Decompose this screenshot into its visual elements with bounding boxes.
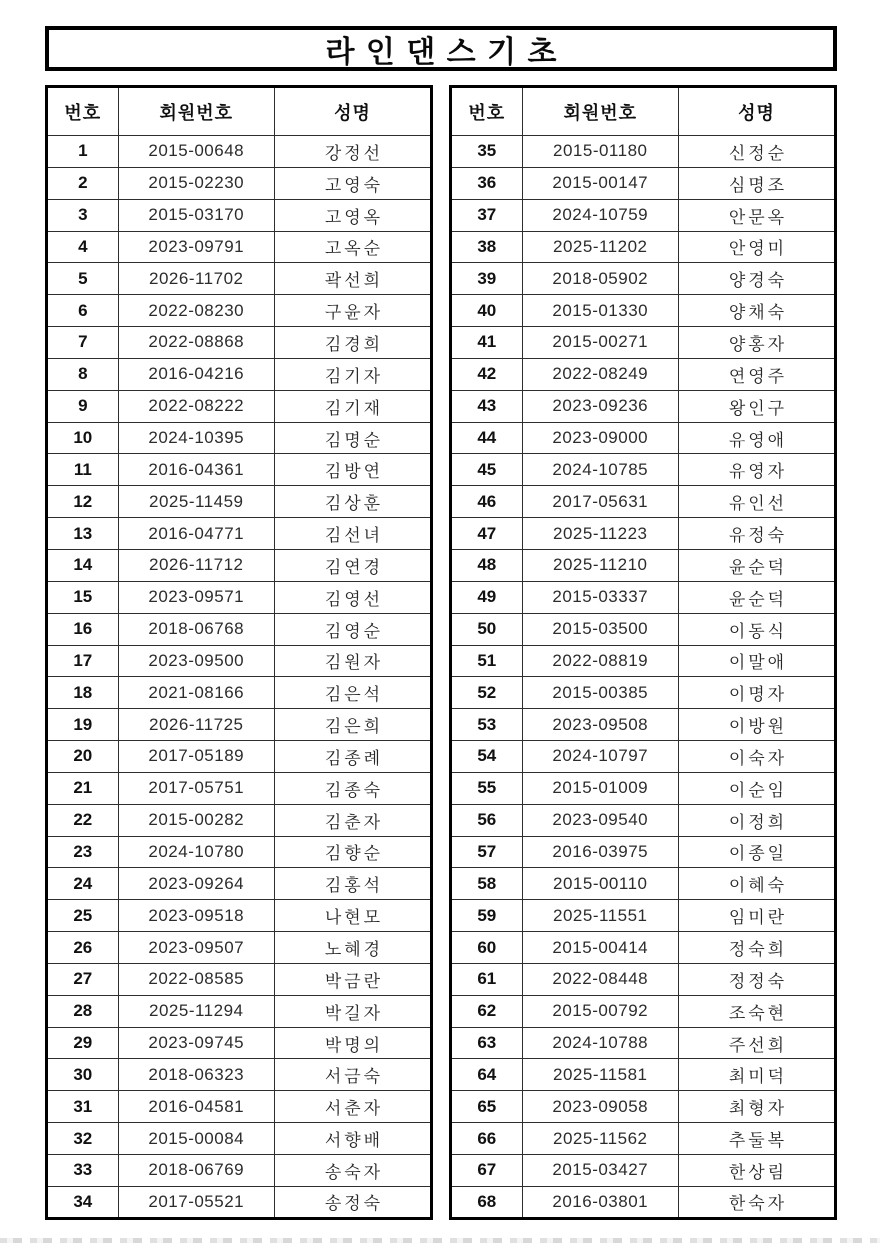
row-number-cell: 66 — [451, 1123, 523, 1155]
table-row — [47, 581, 432, 613]
member-id-cell: 2023-09518 — [118, 900, 274, 932]
member-id-cell: 2025-11202 — [522, 231, 678, 263]
member-id-cell: 2015-01330 — [522, 295, 678, 327]
member-id-cell: 2022-08819 — [522, 645, 678, 677]
name-cell: 이명자 — [678, 677, 835, 709]
name-cell: 이숙자 — [678, 741, 835, 773]
table-row — [47, 900, 432, 932]
row-number-cell: 29 — [47, 1027, 119, 1059]
table-row — [451, 167, 836, 199]
row-number-cell: 5 — [47, 263, 119, 295]
member-id-cell: 2015-00792 — [522, 995, 678, 1027]
member-id-cell: 2016-04581 — [118, 1091, 274, 1123]
table-row — [451, 295, 836, 327]
member-id-cell: 2023-09236 — [522, 390, 678, 422]
table-row — [47, 741, 432, 773]
row-number-cell: 22 — [47, 804, 119, 836]
row-number-cell: 38 — [451, 231, 523, 263]
row-number-cell: 24 — [47, 868, 119, 900]
member-id-cell: 2015-02230 — [118, 167, 274, 199]
row-number-cell: 25 — [47, 900, 119, 932]
row-number-cell: 30 — [47, 1059, 119, 1091]
table-row — [47, 677, 432, 709]
row-number-cell: 61 — [451, 963, 523, 995]
member-id-cell: 2016-04216 — [118, 358, 274, 390]
member-id-cell: 2023-09540 — [522, 804, 678, 836]
table-row — [451, 486, 836, 518]
name-cell: 양홍자 — [678, 327, 835, 359]
title-box — [45, 26, 837, 71]
name-cell: 서춘자 — [274, 1091, 431, 1123]
row-number-cell: 13 — [47, 518, 119, 550]
table-row — [47, 167, 432, 199]
member-id-cell: 2018-06323 — [118, 1059, 274, 1091]
table-row — [47, 804, 432, 836]
member-id-cell: 2016-03975 — [522, 836, 678, 868]
table-row — [451, 613, 836, 645]
member-id-cell: 2015-00414 — [522, 932, 678, 964]
member-id-cell: 2022-08249 — [522, 358, 678, 390]
table-row — [47, 549, 432, 581]
member-id-cell: 2015-03427 — [522, 1155, 678, 1187]
name-cell: 윤순덕 — [678, 549, 835, 581]
table-row — [47, 486, 432, 518]
member-id-cell: 2015-00147 — [522, 167, 678, 199]
table-row — [47, 136, 432, 168]
name-cell: 고영숙 — [274, 167, 431, 199]
table-row — [47, 454, 432, 486]
row-number-cell: 26 — [47, 932, 119, 964]
col-header-name: 성명 — [274, 87, 431, 136]
member-id-cell: 2024-10788 — [522, 1027, 678, 1059]
name-cell: 나현모 — [274, 900, 431, 932]
member-id-cell: 2023-09058 — [522, 1091, 678, 1123]
row-number-cell: 16 — [47, 613, 119, 645]
row-number-cell: 31 — [47, 1091, 119, 1123]
table-row — [451, 1186, 836, 1218]
name-cell: 조숙현 — [678, 995, 835, 1027]
member-id-cell: 2018-05902 — [522, 263, 678, 295]
member-table-left — [45, 85, 433, 1220]
name-cell: 서금숙 — [274, 1059, 431, 1091]
table-row — [47, 645, 432, 677]
member-id-cell: 2024-10759 — [522, 199, 678, 231]
table-row — [451, 263, 836, 295]
scan-edge-artifact — [0, 1238, 880, 1243]
name-cell: 이정희 — [678, 804, 835, 836]
table-row — [47, 709, 432, 741]
row-number-cell: 43 — [451, 390, 523, 422]
table-row — [451, 1027, 836, 1059]
table-row — [47, 932, 432, 964]
member-id-cell: 2025-11294 — [118, 995, 274, 1027]
member-id-cell: 2026-11702 — [118, 263, 274, 295]
name-cell: 김방연 — [274, 454, 431, 486]
member-id-cell: 2023-09000 — [522, 422, 678, 454]
member-id-cell: 2024-10797 — [522, 741, 678, 773]
name-cell: 안문옥 — [678, 199, 835, 231]
row-number-cell: 6 — [47, 295, 119, 327]
row-number-cell: 28 — [47, 995, 119, 1027]
name-cell: 안영미 — [678, 231, 835, 263]
table-row — [451, 199, 836, 231]
member-id-cell: 2021-08166 — [118, 677, 274, 709]
table-row — [451, 1155, 836, 1187]
table-row — [451, 581, 836, 613]
row-number-cell: 14 — [47, 549, 119, 581]
name-cell: 한상림 — [678, 1155, 835, 1187]
member-id-cell: 2015-00271 — [522, 327, 678, 359]
row-number-cell: 50 — [451, 613, 523, 645]
name-cell: 임미란 — [678, 900, 835, 932]
name-cell: 추둘복 — [678, 1123, 835, 1155]
table-row — [47, 199, 432, 231]
member-id-cell: 2016-04361 — [118, 454, 274, 486]
page-title: 라인댄스기초 — [325, 35, 568, 69]
member-id-cell: 2015-00385 — [522, 677, 678, 709]
row-number-cell: 46 — [451, 486, 523, 518]
table-row — [47, 868, 432, 900]
row-number-cell: 62 — [451, 995, 523, 1027]
member-id-cell: 2015-00084 — [118, 1123, 274, 1155]
member-id-cell: 2022-08222 — [118, 390, 274, 422]
row-number-cell: 48 — [451, 549, 523, 581]
table-row — [451, 358, 836, 390]
member-id-cell: 2015-03337 — [522, 581, 678, 613]
name-cell: 이순임 — [678, 772, 835, 804]
name-cell: 김명순 — [274, 422, 431, 454]
name-cell: 김은석 — [274, 677, 431, 709]
name-cell: 고영옥 — [274, 199, 431, 231]
table-row — [47, 358, 432, 390]
row-number-cell: 37 — [451, 199, 523, 231]
name-cell: 김기자 — [274, 358, 431, 390]
member-id-cell: 2016-04771 — [118, 518, 274, 550]
table-row — [47, 263, 432, 295]
member-id-cell: 2023-09508 — [522, 709, 678, 741]
member-id-cell: 2024-10395 — [118, 422, 274, 454]
member-id-cell: 2025-11581 — [522, 1059, 678, 1091]
table-row — [451, 136, 836, 168]
member-id-cell: 2026-11725 — [118, 709, 274, 741]
col-header-member-id: 회원번호 — [118, 87, 274, 136]
table-row — [47, 295, 432, 327]
row-number-cell: 20 — [47, 741, 119, 773]
name-cell: 박명의 — [274, 1027, 431, 1059]
member-id-cell: 2018-06768 — [118, 613, 274, 645]
row-number-cell: 12 — [47, 486, 119, 518]
row-number-cell: 55 — [451, 772, 523, 804]
name-cell: 신정순 — [678, 136, 835, 168]
name-cell: 윤순덕 — [678, 581, 835, 613]
row-number-cell: 33 — [47, 1155, 119, 1187]
table-row — [47, 518, 432, 550]
name-cell: 송정숙 — [274, 1186, 431, 1218]
header-row — [451, 87, 836, 136]
table-row — [451, 390, 836, 422]
member-id-cell: 2023-09745 — [118, 1027, 274, 1059]
table-row — [47, 613, 432, 645]
name-cell: 이동식 — [678, 613, 835, 645]
table-row — [451, 645, 836, 677]
member-id-cell: 2022-08230 — [118, 295, 274, 327]
name-cell: 김종숙 — [274, 772, 431, 804]
table-row — [451, 1091, 836, 1123]
name-cell: 이방원 — [678, 709, 835, 741]
row-number-cell: 35 — [451, 136, 523, 168]
name-cell: 주선희 — [678, 1027, 835, 1059]
member-id-cell: 2023-09791 — [118, 231, 274, 263]
member-id-cell: 2017-05189 — [118, 741, 274, 773]
name-cell: 박길자 — [274, 995, 431, 1027]
name-cell: 김춘자 — [274, 804, 431, 836]
table-row — [451, 1059, 836, 1091]
table-row — [47, 836, 432, 868]
header-row — [47, 87, 432, 136]
member-id-cell: 2015-00648 — [118, 136, 274, 168]
name-cell: 김영순 — [274, 613, 431, 645]
member-id-cell: 2017-05751 — [118, 772, 274, 804]
row-number-cell: 63 — [451, 1027, 523, 1059]
name-cell: 김영선 — [274, 581, 431, 613]
row-number-cell: 45 — [451, 454, 523, 486]
table-row — [451, 804, 836, 836]
table-row — [451, 231, 836, 263]
member-id-cell: 2015-01180 — [522, 136, 678, 168]
name-cell: 김원자 — [274, 645, 431, 677]
member-id-cell: 2026-11712 — [118, 549, 274, 581]
row-number-cell: 60 — [451, 932, 523, 964]
member-id-cell: 2023-09571 — [118, 581, 274, 613]
name-cell: 김경희 — [274, 327, 431, 359]
member-id-cell: 2017-05521 — [118, 1186, 274, 1218]
roster-tables — [45, 85, 837, 1220]
name-cell: 유인선 — [678, 486, 835, 518]
member-id-cell: 2022-08585 — [118, 963, 274, 995]
name-cell: 이종일 — [678, 836, 835, 868]
name-cell: 김상훈 — [274, 486, 431, 518]
row-number-cell: 53 — [451, 709, 523, 741]
row-number-cell: 67 — [451, 1155, 523, 1187]
row-number-cell: 40 — [451, 295, 523, 327]
row-number-cell: 34 — [47, 1186, 119, 1218]
member-id-cell: 2025-11223 — [522, 518, 678, 550]
table-row — [47, 1059, 432, 1091]
row-number-cell: 58 — [451, 868, 523, 900]
member-id-cell: 2015-03170 — [118, 199, 274, 231]
row-number-cell: 47 — [451, 518, 523, 550]
name-cell: 정숙희 — [678, 932, 835, 964]
name-cell: 최미덕 — [678, 1059, 835, 1091]
member-id-cell: 2015-03500 — [522, 613, 678, 645]
member-id-cell: 2017-05631 — [522, 486, 678, 518]
table-row — [47, 963, 432, 995]
table-row — [451, 836, 836, 868]
table-row — [451, 995, 836, 1027]
member-id-cell: 2025-11551 — [522, 900, 678, 932]
name-cell: 송숙자 — [274, 1155, 431, 1187]
table-row — [47, 390, 432, 422]
member-id-cell: 2025-11459 — [118, 486, 274, 518]
member-id-cell: 2023-09507 — [118, 932, 274, 964]
row-number-cell: 9 — [47, 390, 119, 422]
member-id-cell: 2015-00110 — [522, 868, 678, 900]
row-number-cell: 36 — [451, 167, 523, 199]
row-number-cell: 17 — [47, 645, 119, 677]
name-cell: 이말애 — [678, 645, 835, 677]
member-id-cell: 2015-00282 — [118, 804, 274, 836]
table-row — [451, 772, 836, 804]
row-number-cell: 10 — [47, 422, 119, 454]
row-number-cell: 7 — [47, 327, 119, 359]
row-number-cell: 49 — [451, 581, 523, 613]
row-number-cell: 27 — [47, 963, 119, 995]
row-number-cell: 18 — [47, 677, 119, 709]
row-number-cell: 21 — [47, 772, 119, 804]
col-header-number: 번호 — [451, 87, 523, 136]
row-number-cell: 32 — [47, 1123, 119, 1155]
table-row — [451, 1123, 836, 1155]
name-cell: 강정선 — [274, 136, 431, 168]
table-row — [451, 327, 836, 359]
name-cell: 유영자 — [678, 454, 835, 486]
table-row — [451, 741, 836, 773]
row-number-cell: 57 — [451, 836, 523, 868]
row-number-cell: 51 — [451, 645, 523, 677]
name-cell: 김종례 — [274, 741, 431, 773]
row-number-cell: 11 — [47, 454, 119, 486]
member-id-cell: 2023-09500 — [118, 645, 274, 677]
table-row — [47, 995, 432, 1027]
member-table-right — [449, 85, 837, 1220]
table-row — [47, 1123, 432, 1155]
name-cell: 김선녀 — [274, 518, 431, 550]
name-cell: 서향배 — [274, 1123, 431, 1155]
row-number-cell: 56 — [451, 804, 523, 836]
table-row — [47, 772, 432, 804]
row-number-cell: 2 — [47, 167, 119, 199]
member-id-cell: 2024-10785 — [522, 454, 678, 486]
member-id-cell: 2025-11210 — [522, 549, 678, 581]
row-number-cell: 39 — [451, 263, 523, 295]
name-cell: 양경숙 — [678, 263, 835, 295]
row-number-cell: 19 — [47, 709, 119, 741]
member-id-cell: 2015-01009 — [522, 772, 678, 804]
name-cell: 양채숙 — [678, 295, 835, 327]
name-cell: 김홍석 — [274, 868, 431, 900]
row-number-cell: 23 — [47, 836, 119, 868]
name-cell: 최형자 — [678, 1091, 835, 1123]
table-row — [47, 1091, 432, 1123]
name-cell: 유정숙 — [678, 518, 835, 550]
row-number-cell: 59 — [451, 900, 523, 932]
member-id-cell: 2022-08868 — [118, 327, 274, 359]
table-row — [47, 231, 432, 263]
table-row — [451, 677, 836, 709]
table-row — [47, 1027, 432, 1059]
row-number-cell: 4 — [47, 231, 119, 263]
row-number-cell: 8 — [47, 358, 119, 390]
table-row — [451, 709, 836, 741]
col-header-number: 번호 — [47, 87, 119, 136]
row-number-cell: 65 — [451, 1091, 523, 1123]
table-row — [451, 900, 836, 932]
table-row — [451, 454, 836, 486]
row-number-cell: 1 — [47, 136, 119, 168]
name-cell: 김연경 — [274, 549, 431, 581]
name-cell: 유영애 — [678, 422, 835, 454]
table-row — [451, 963, 836, 995]
row-number-cell: 41 — [451, 327, 523, 359]
member-id-cell: 2022-08448 — [522, 963, 678, 995]
table-row — [451, 422, 836, 454]
col-header-member-id: 회원번호 — [522, 87, 678, 136]
row-number-cell: 64 — [451, 1059, 523, 1091]
name-cell: 심명조 — [678, 167, 835, 199]
table-row — [451, 549, 836, 581]
row-number-cell: 54 — [451, 741, 523, 773]
name-cell: 박금란 — [274, 963, 431, 995]
name-cell: 정정숙 — [678, 963, 835, 995]
name-cell: 곽선희 — [274, 263, 431, 295]
row-number-cell: 68 — [451, 1186, 523, 1218]
name-cell: 노혜경 — [274, 932, 431, 964]
name-cell: 연영주 — [678, 358, 835, 390]
name-cell: 김향순 — [274, 836, 431, 868]
name-cell: 구윤자 — [274, 295, 431, 327]
name-cell: 이혜숙 — [678, 868, 835, 900]
name-cell: 김은희 — [274, 709, 431, 741]
name-cell: 왕인구 — [678, 390, 835, 422]
name-cell: 고옥순 — [274, 231, 431, 263]
row-number-cell: 3 — [47, 199, 119, 231]
member-id-cell: 2018-06769 — [118, 1155, 274, 1187]
table-row — [47, 327, 432, 359]
table-row — [451, 868, 836, 900]
table-row — [451, 932, 836, 964]
table-row — [47, 1155, 432, 1187]
row-number-cell: 42 — [451, 358, 523, 390]
name-cell: 한숙자 — [678, 1186, 835, 1218]
table-row — [451, 518, 836, 550]
row-number-cell: 52 — [451, 677, 523, 709]
table-row — [47, 1186, 432, 1218]
member-id-cell: 2023-09264 — [118, 868, 274, 900]
member-id-cell: 2024-10780 — [118, 836, 274, 868]
member-id-cell: 2016-03801 — [522, 1186, 678, 1218]
col-header-name: 성명 — [678, 87, 835, 136]
name-cell: 김기재 — [274, 390, 431, 422]
row-number-cell: 15 — [47, 581, 119, 613]
member-id-cell: 2025-11562 — [522, 1123, 678, 1155]
row-number-cell: 44 — [451, 422, 523, 454]
table-row — [47, 422, 432, 454]
